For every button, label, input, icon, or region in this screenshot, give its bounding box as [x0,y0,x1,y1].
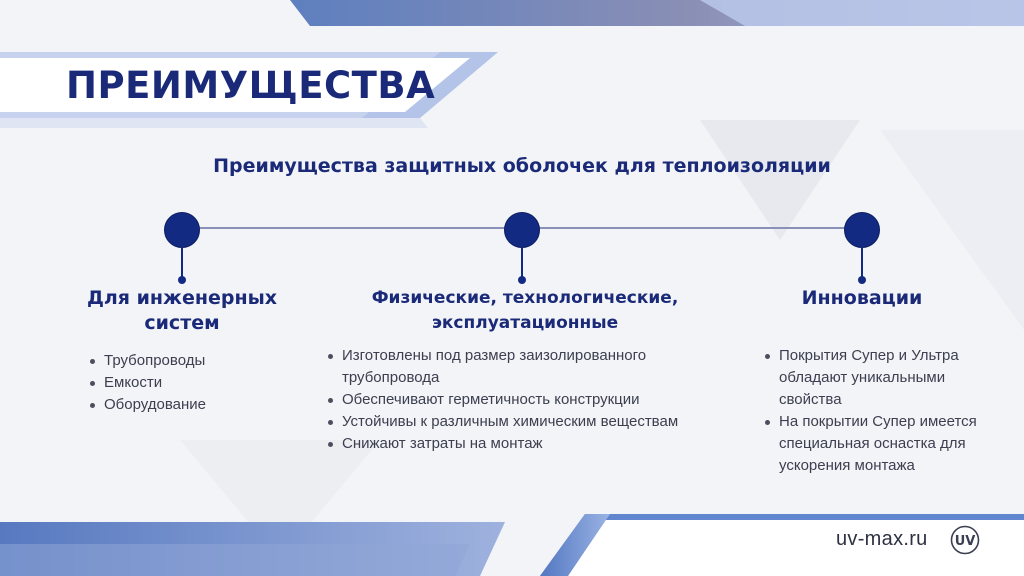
list-item-line: специальная оснастка для [779,435,966,452]
list-item: Обеспечивают герметичность конструкции [328,389,748,411]
list-item-line: обладают уникальными [779,369,946,386]
list-item: Оборудование [90,394,290,416]
list-item-line: Покрытия Супер и Ультра [779,347,959,364]
list-item: Трубопроводы [90,350,290,372]
subtitle: Преимущества защитных оболочек для теплоизоляции [213,155,831,177]
timeline-node-3 [844,212,880,248]
page-title: ПРЕИМУЩЕСТВА [66,64,436,107]
heading-line: эксплуатационные [431,313,619,333]
list-item: Устойчивы к различным химическим веществам [328,411,748,433]
list-item: Емкости [90,372,290,394]
innovation-list [765,345,1015,477]
column-heading-innovation: Инновации [801,287,923,309]
list-item [765,411,1015,477]
heading-line: Физические, технологические, [371,288,679,308]
list-item-line: На покрытии Супер имеется [779,413,977,430]
timeline-node-1 [164,212,200,248]
column-heading-physical [340,286,710,336]
heading-line: систем [144,312,220,334]
list-item [328,345,748,389]
heading-line: Для инженерных [86,287,278,309]
svg-text:UV: UV [954,534,976,549]
column-heading-engineering [72,286,292,336]
timeline-node-2 [504,212,540,248]
list-item-line: свойства [779,391,842,408]
engineering-list [90,350,290,416]
site-url: uv-max.ru [836,528,928,550]
list-item [765,345,1015,411]
list-item-line: ускорения монтажа [779,457,915,474]
uv-logo-icon [950,525,980,555]
list-item-line: Изготовлены под размер заизолированного [342,347,647,364]
list-item: Снижают затраты на монтаж [328,433,748,455]
physical-list [328,345,748,455]
list-item-line: трубопровода [342,369,440,386]
